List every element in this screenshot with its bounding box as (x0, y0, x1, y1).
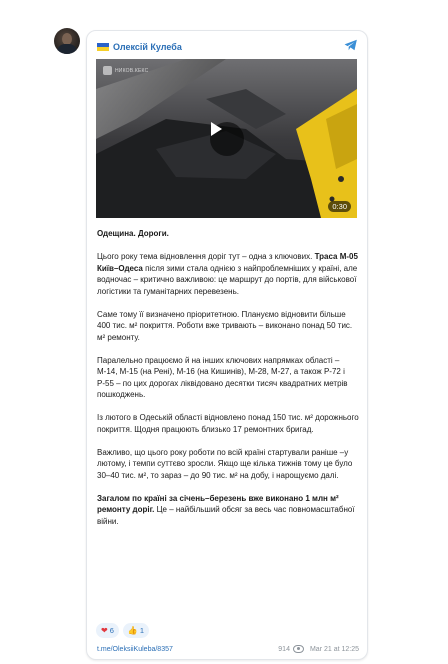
reactions-bar (96, 623, 153, 638)
post-paragraph (97, 412, 359, 435)
post-text (97, 228, 359, 539)
bold-text: Траса М-05 Київ–Одеса (97, 252, 358, 273)
post-link[interactable]: t.me/OleksiiKuleba/8357 (97, 645, 173, 653)
post-paragraph (97, 228, 359, 240)
video-watermark (103, 66, 148, 75)
reaction-count: 1 (139, 626, 145, 635)
play-icon (210, 122, 222, 136)
post-header (97, 40, 182, 54)
ukraine-flag-icon (97, 43, 109, 51)
post-paragraph (97, 309, 359, 344)
eye-icon (293, 645, 304, 653)
text-run: Саме тому її визначено пріоритетною. Плануємо відновити більше 400 тис. м² покриття. Роботи вже тривають – виконано понад 50 тис. м² ремонту. (97, 309, 353, 342)
post-paragraph (97, 447, 359, 482)
post-meta (278, 645, 359, 653)
author-avatar[interactable] (54, 28, 80, 54)
post-paragraph (97, 493, 359, 528)
text-run: Із лютого в Одеській області відновлено понад 150 тис. м² дорожнього покриття. Щодня працюють близько 17 ремонтних бригад. (97, 413, 359, 434)
post-paragraph (97, 251, 359, 297)
view-count: 914 (278, 645, 290, 653)
share-icon[interactable] (344, 39, 358, 51)
author-name[interactable]: Олексій Кулеба (113, 42, 182, 52)
watermark-text: НИКОВ.КЕКС (115, 67, 149, 74)
reaction-button[interactable] (96, 623, 119, 638)
post-footer (97, 643, 359, 655)
play-button[interactable] (210, 122, 244, 156)
text-run: Це – найбільший обсяг за весь час повномасштабної війни. (97, 505, 355, 526)
text-run: Цього року тема відновлення доріг тут – одна з ключових. (97, 252, 315, 261)
text-run: після зими стала однією з найпроблемніших у країні, але водночас – критично важливою: це маршрут до портів, для військової логістики та гуманітарних перевезень. (97, 263, 358, 296)
video-duration: 0:30 (328, 201, 351, 212)
avatar-body (57, 44, 77, 54)
heart-icon: ❤ (101, 626, 108, 635)
bold-text: Загалом по країні за січень–березень вже виконано 1 млн м² ремонту доріг. (97, 493, 339, 514)
text-run: Паралельно працюємо й на інших ключових напрямках області – М-14, М-15 (на Рені), М-16 (на Кишинів), М-28, М-27, а також Р-72 і Р-55 – по цих дорогах ліквідовано десятки тисяч квадратних метрів пошкоджень. (97, 355, 348, 399)
post-card (86, 30, 368, 660)
reaction-count: 6 (109, 626, 114, 635)
watermark-logo-icon (103, 66, 112, 75)
text-run: Важливо, що цього року роботи по всій країні стартували раніше –у лютому, і темпи суттєво зросли. Якщо ще кілька тижнів тому це було 30–40 тис. м², то зараз – до 90 тис. м² на добу, і нарощуємо далі. (97, 447, 353, 480)
video-thumbnail[interactable] (96, 59, 357, 218)
bold-text: Одещина. Дороги. (97, 229, 169, 238)
reaction-button[interactable] (123, 623, 149, 638)
post-paragraph (97, 355, 359, 401)
post-timestamp[interactable]: Mar 21 at 12:25 (309, 645, 359, 653)
thumbs-up-icon: 👍 (127, 626, 138, 635)
